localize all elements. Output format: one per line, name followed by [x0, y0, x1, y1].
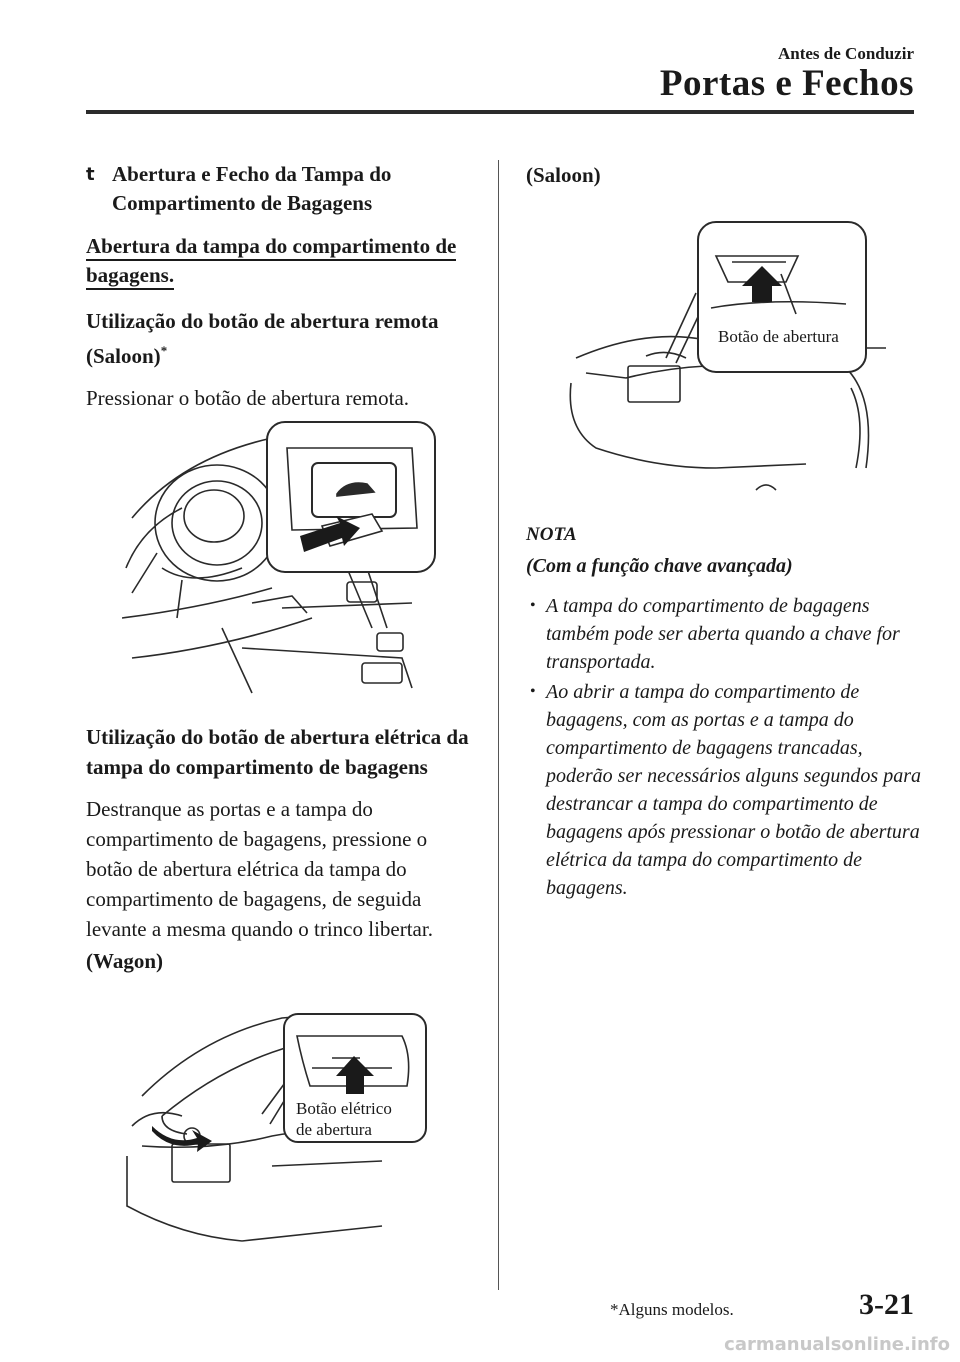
section-title [86, 160, 470, 218]
asterisk-mark: * [160, 343, 168, 358]
saloon-illustration [566, 218, 886, 502]
footnote: *Alguns modelos. [610, 1300, 734, 1319]
wagon-illustration [122, 1006, 432, 1256]
electric-heading: Utilização do botão de abertura elétrica da tampa do compartimento de bagagens [86, 725, 469, 779]
right-column [526, 160, 926, 202]
remote-heading-text: Utilização do botão de abertura remota (Saloon) [86, 309, 439, 368]
page-number: 3-21 [859, 1288, 914, 1321]
note-box [526, 522, 926, 904]
header-section: Antes de Conduzir [777, 44, 914, 63]
remote-heading [86, 306, 470, 371]
note-subtitle: (Com a função chave avançada) [526, 555, 793, 577]
section-title-text: Abertura e Fecho da Tampa do Compartimento de Bagagens [112, 162, 392, 215]
wagon-button-label-1: Botão elétrico [296, 1099, 392, 1118]
left-column [86, 160, 470, 427]
note-title: NOTA [526, 524, 577, 545]
page-title: Portas e Fechos [659, 63, 914, 104]
note-list [526, 592, 926, 902]
left-column-lower [86, 722, 470, 988]
electric-text: Destranque as portas e a tampa do compartimento de bagagens, pressione o botão de abertura elétrica da tampa do compartimento de bagagens, de seguida levante a mesma quando o trinco libertar. [86, 797, 433, 941]
wagon-label: (Wagon) [86, 949, 164, 973]
wagon-button-label-2: de abertura [296, 1120, 372, 1139]
column-divider [498, 160, 499, 1290]
saloon-label: (Saloon) [526, 163, 601, 187]
subsection-title-text: Abertura da tampa do compartimento de bagagens. [86, 234, 456, 290]
remote-text: Pressionar o botão de abertura remota. [86, 386, 410, 410]
watermark: carmanualsonline.info [724, 1334, 950, 1355]
section-marker: t [86, 164, 95, 185]
subsection-title [86, 232, 470, 290]
note-item: • A tampa do compartimento de bagagens também pode ser aberta quando a chave for transportada. [546, 592, 926, 676]
header-divider [86, 110, 914, 114]
note-item: • Ao abrir a tampa do compartimento de bagagens, com as portas e a tampa do compartimento de bagagens trancadas, poderão ser necessários alguns segundos para destrancar a tampa do compartimento de bagagens após pressionar o botão de abertura elétrica da tampa do compartimento de bagagens. [546, 678, 926, 902]
dashboard-illustration [122, 418, 462, 700]
saloon-button-label: Botão de abertura [718, 327, 839, 346]
